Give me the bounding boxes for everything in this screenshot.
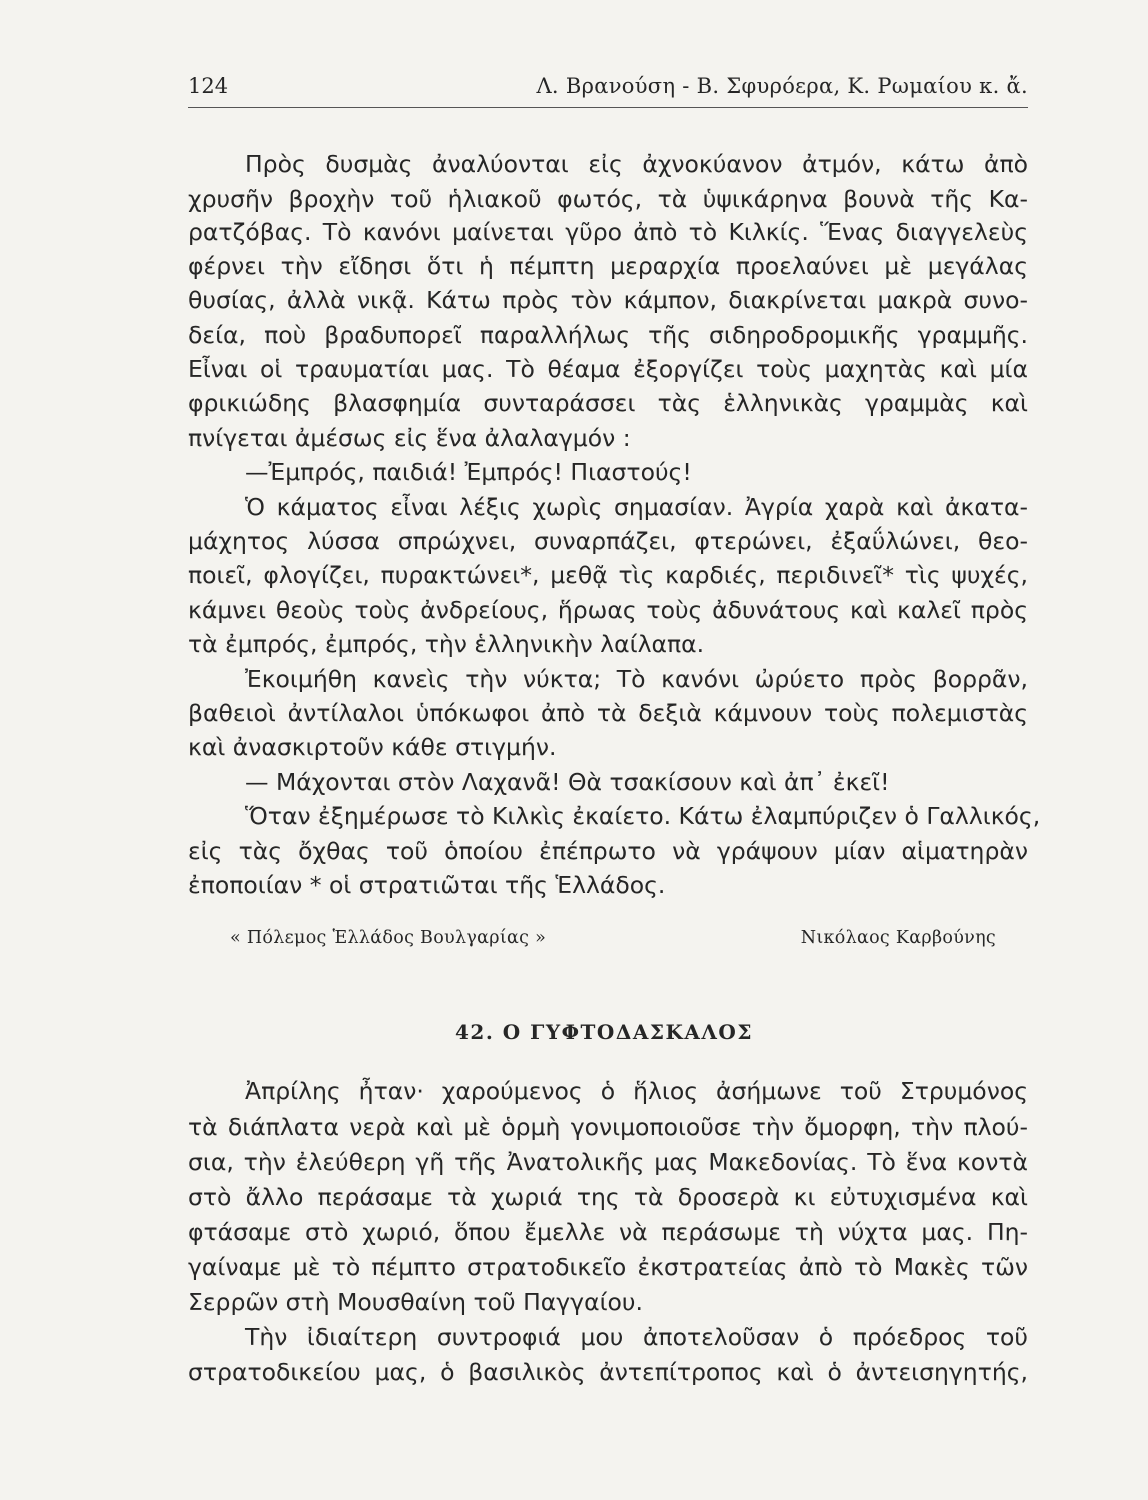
text-line: φτάσαμε στὸ χωριό, ὅπου ἔμελλε νὰ περάσωμε τὴ νύχτα μας. Πη- (188, 1218, 1028, 1246)
text-line: —Ἐμπρός, παιδιά! Ἐμπρός! Πιαστούς! (245, 458, 692, 486)
text-line: ρατζόβας. Τὸ κανόνι μαίνεται γῦρο ἀπὸ τὸ Κιλκίς. Ἕνας διαγγελεὺς (188, 218, 1028, 246)
text-line: στὸ ἄλλο περάσαμε τὰ χωριά της τὰ δροσερὰ κι εὐτυχισμένα καὶ (188, 1183, 1028, 1211)
text-line: γαίναμε μὲ τὸ πέμπτο στρατοδικεῖο ἐκστρατείας ἀπὸ τὸ Μακὲς τῶν (188, 1253, 1028, 1281)
text-line: Ἐκοιμήθη κανεὶς τὴν νύκτα; Τὸ κανόνι ὠρύετο πρὸς βορρᾶν, (245, 665, 1028, 693)
text-line: καὶ ἀνασκιρτοῦν κάθε στιγμήν. (188, 733, 557, 761)
section-heading: 42. Ο ΓΥΦΤΟΔΑΣΚΑΛΟΣ (454, 1020, 753, 1044)
text-line: Ὁ κάματος εἶναι λέξις χωρὶς σημασίαν. Ἀγρία χαρὰ καὶ ἀκατα- (245, 493, 1028, 521)
text-line: τὰ διάπλατα νερὰ καὶ μὲ ὁρμὴ γονιμοποιοῦσε τὴν ὄμορφη, τὴν πλού- (188, 1113, 1028, 1141)
text-line: Τὴν ἰδιαίτερη συντροφιά μου ἀποτελοῦσαν ὁ πρόεδρος τοῦ (245, 1323, 1028, 1351)
page-number: 124 (188, 74, 229, 98)
text-line: Πρὸς δυσμὰς ἀναλύονται εἰς ἀχνοκύανον ἀτμόν, κάτω ἀπὸ (245, 150, 1028, 178)
text-line: πνίγεται ἀμέσως εἰς ἕνα ἀλαλαγμόν : (188, 424, 631, 452)
text-line: φρικιώδης βλασφημία συνταράσσει τὰς ἑλληνικὰς γραμμὰς καὶ (188, 389, 1028, 417)
text-line: στρατοδικείου μας, ὁ βασιλικὸς ἀντεπίτροπος καὶ ὁ ἀντεισηγητής, (188, 1358, 1028, 1386)
text-line: βαθειοὶ ἀντίλαλοι ὑπόκωφοι ἀπὸ τὰ δεξιὰ κάμνουν τοὺς πολεμιστὰς (188, 699, 1028, 727)
text-line: φέρνει τὴν εἴδησι ὅτι ἡ πέμπτη μεραρχία προελαύνει μὲ μεγάλας (188, 252, 1028, 280)
text-line: σια, τὴν ἐλεύθερη γῆ τῆς Ἀνατολικῆς μας Μακεδονίας. Τὸ ἕνα κοντὰ (188, 1148, 1028, 1176)
running-title: Λ. Βρανούση - Β. Σφυρόερα, Κ. Ρωμαίου κ. ἄ. (536, 74, 1028, 98)
author-name: Νικόλαος Καρβούνης (800, 928, 996, 948)
text-line: ποιεῖ, φλογίζει, πυρακτώνει*, μεθᾷ τὶς καρδιές, περιδινεῖ* τὶς ψυχές, (188, 561, 1028, 589)
text-line: ἐποποιίαν * οἱ στρατιῶται τῆς Ἑλλάδος. (188, 871, 666, 899)
page-header (188, 74, 1028, 104)
header-rule (188, 107, 1028, 108)
text-line: Σερρῶν στὴ Μουσθαίνη τοῦ Παγγαίου. (188, 1288, 643, 1316)
text-line: μάχητος λύσσα σπρώχνει, συναρπάζει, φτερώνει, ἐξαΰλώνει, θεο- (188, 527, 1028, 555)
source-citation: « Πόλεμος Ἑλλάδος Βουλγαρίας » (230, 928, 547, 948)
text-line: κάμνει θεοὺς τοὺς ἀνδρείους, ἥρωας τοὺς ἀδυνάτους καὶ καλεῖ πρὸς (188, 596, 1028, 624)
text-line: Ἀπρίλης ἦταν· χαρούμενος ὁ ἥλιος ἀσήμωνε τοῦ Στρυμόνος (245, 1077, 1028, 1105)
text-line: Εἶναι οἱ τραυματίαι μας. Τὸ θέαμα ἐξοργίζει τοὺς μαχητὰς καὶ μία (188, 355, 1028, 383)
text-line: Ὅταν ἐξημέρωσε τὸ Κιλκὶς ἐκαίετο. Κάτω ἐλαμπύριζεν ὁ Γαλλικός, (245, 802, 1041, 830)
text-line: δεία, ποὺ βραδυπορεῖ παραλλήλως τῆς σιδηροδρομικῆς γραμμῆς. (188, 321, 1028, 349)
text-line: τὰ ἐμπρός, ἐμπρός, τὴν ἑλληνικὴν λαίλαπα. (188, 630, 705, 658)
text-line: θυσίας, ἀλλὰ νικᾷ. Κάτω πρὸς τὸν κάμπον, διακρίνεται μακρὰ συνο- (188, 286, 1028, 314)
text-line: χρυσῆν βροχὴν τοῦ ἡλιακοῦ φωτός, τὰ ὑψικάρηνα βουνὰ τῆς Κα- (188, 185, 1028, 213)
text-line: — Μάχονται στὸν Λαχανᾶ! Θὰ τσακίσουν καὶ ἀπ᾿ ἐκεῖ! (245, 768, 890, 796)
text-line: εἰς τὰς ὄχθας τοῦ ὁποίου ἐπέπρωτο νὰ γράψουν μίαν αἱματηρὰν (188, 837, 1028, 865)
